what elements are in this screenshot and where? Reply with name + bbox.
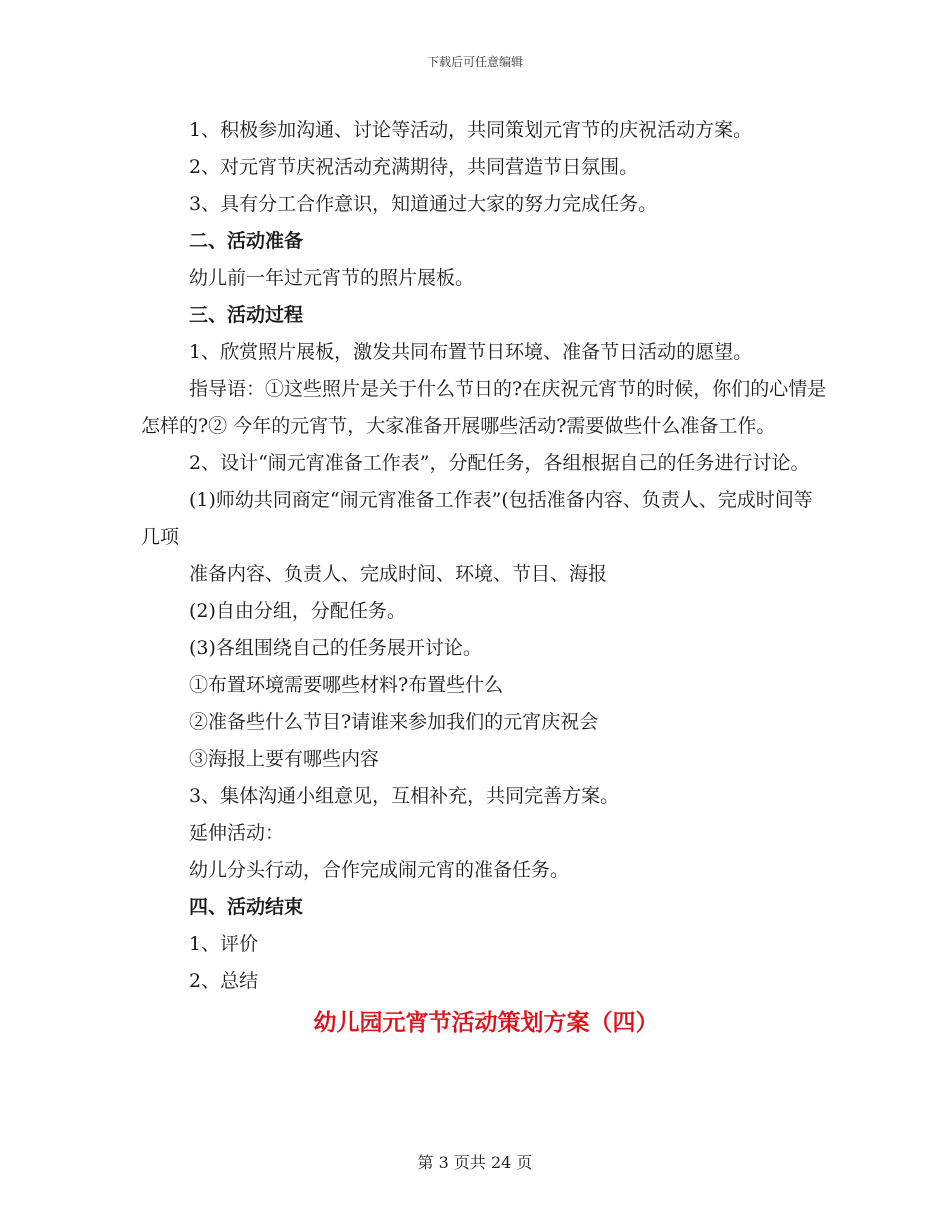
process-step-3: 3、集体沟通小组意见，互相补充，共同完善方案。: [189, 785, 620, 807]
goal-item-2: 2、对元宵节庆祝活动充满期待，共同营造节日氛围。: [189, 156, 639, 178]
extension-text: 幼儿分头行动，合作完成闹元宵的准备任务。: [189, 859, 570, 881]
extension-label: 延伸活动：: [189, 822, 285, 844]
page-footer: 第 3 页共 24 页: [417, 1153, 533, 1172]
section-heading-end: 四、活动结束: [189, 896, 304, 918]
question-item-3: ③海报上要有哪些内容: [189, 748, 380, 770]
sub-item-2: (2)自由分组，分配任务。: [189, 600, 406, 622]
section-heading-preparation: 二、活动准备: [189, 230, 304, 252]
preparation-text: 幼儿前一年过元宵节的照片展板。: [189, 267, 475, 289]
sub-item-3: (3)各组围绕自己的任务展开讨论。: [189, 637, 482, 659]
sub-item-1: (1)师幼共同商定“闹元宵准备工作表”(包括准备内容、负责人、完成时间等几项: [141, 489, 813, 548]
end-item-1: 1、评价: [189, 933, 259, 955]
next-plan-title: 幼儿园元宵节活动策划方案（四）: [313, 1009, 659, 1036]
goal-item-3: 3、具有分工合作意识，知道通过大家的努力完成任务。: [189, 193, 658, 215]
goal-item-1: 1、积极参加沟通、讨论等活动，共同策划元宵节的庆祝活动方案。: [189, 119, 753, 141]
end-item-2: 2、总结: [189, 970, 259, 992]
section-heading-process: 三、活动过程: [189, 304, 304, 326]
table-items-text: 准备内容、负责人、完成时间、环境、节目、海报: [189, 563, 608, 585]
document-body: [141, 112, 831, 1045]
question-item-1: ①布置环境需要哪些材料?布置些什么: [189, 674, 504, 696]
question-item-2: ②准备些什么节目?请谁来参加我们的元宵庆祝会: [189, 711, 599, 733]
process-step-2: 2、设计“闹元宵准备工作表”，分配任务，各组根据自己的任务进行讨论。: [189, 452, 810, 474]
guide-paragraph: 指导语：①这些照片是关于什么节日的?在庆祝元宵节的时候，你们的心情是怎样的?② 今年的元宵节，大家准备开展哪些活动?需要做些什么准备工作。: [141, 378, 827, 437]
page-header-note: 下载后可任意编辑: [426, 55, 523, 69]
process-step-1: 1、欣赏照片展板，激发共同布置节日环境、准备节日活动的愿望。: [189, 341, 753, 363]
